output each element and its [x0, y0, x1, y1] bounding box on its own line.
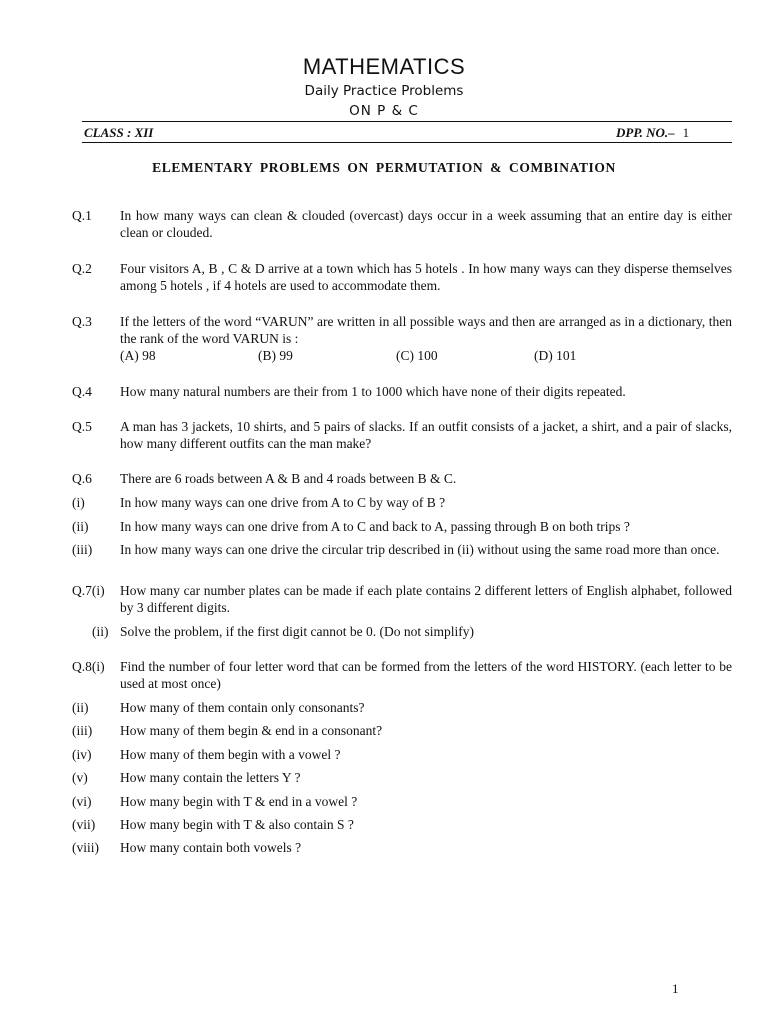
answer-options	[120, 347, 732, 364]
question-number: (v)	[72, 770, 88, 785]
question-text: If the letters of the word “VARUN” are written in all possible ways and then are arranged as in a dictionary, then the rank of the word VARUN is :	[120, 314, 732, 346]
question-6-part-ii	[72, 518, 732, 535]
question-text: How many contain the letters Y ?	[120, 770, 301, 785]
question-text: How many natural numbers are their from 1 to 1000 which have none of their digits repeated.	[120, 384, 626, 399]
question-8	[72, 658, 732, 692]
dpp-number: 1	[682, 125, 690, 140]
question-text: In how many ways can one drive the circular trip described in (ii) without using the same road more than once.	[120, 542, 720, 557]
document-topic: ON P & C	[349, 103, 419, 119]
question-number: (ii)	[72, 700, 89, 715]
option-a: (A) 98	[120, 348, 156, 363]
section-title: ELEMENTARY PROBLEMS ON PERMUTATION & COMBINATION	[152, 160, 616, 175]
question-text: How many begin with T & end in a vowel ?	[120, 794, 358, 809]
question-number: Q.6	[72, 471, 92, 486]
question-5	[72, 418, 732, 452]
question-number: (i)	[72, 495, 85, 510]
question-text: Solve the problem, if the first digit cannot be 0. (Do not simplify)	[120, 624, 474, 639]
class-label: CLASS : XII	[84, 125, 154, 140]
question-number: Q.4	[72, 384, 92, 399]
question-number: Q.7(i)	[72, 583, 105, 598]
question-4	[72, 383, 732, 400]
option-c: (C) 100	[396, 348, 438, 363]
dpp-label-text: DPP. NO.–	[616, 125, 675, 140]
question-number: Q.1	[72, 208, 92, 223]
question-8-part-v	[72, 769, 732, 786]
question-number: Q.8(i)	[72, 659, 105, 674]
question-number: (iii)	[72, 542, 93, 557]
question-text: A man has 3 jackets, 10 shirts, and 5 pairs of slacks. If an outfit consists of a jacket, a shirt, and a pair of slacks, how many different outfits can the man make?	[120, 419, 732, 451]
question-8-part-vi	[72, 793, 732, 810]
question-text: In how many ways can one drive from A to C and back to A, passing through B on both trips ?	[120, 519, 630, 534]
question-number: (ii)	[72, 519, 89, 534]
dpp-label	[616, 125, 689, 141]
question-text: Four visitors A, B , C & D arrive at a town which has 5 hotels . In how many ways can they disperse themselves among 5 hotels , if 4 hotels are used to accommodate them.	[120, 261, 732, 293]
question-text: How many begin with T & also contain S ?	[120, 817, 354, 832]
option-d: (D) 101	[534, 348, 577, 363]
question-2	[72, 260, 732, 294]
question-1	[72, 207, 732, 241]
question-8-part-iv	[72, 746, 732, 763]
question-text: How many of them begin & end in a consonant?	[120, 723, 383, 738]
question-text: How many car number plates can be made if each plate contains 2 different letters of English alphabet, followed by 3 different digits.	[120, 583, 732, 615]
question-8-part-viii	[72, 839, 732, 856]
question-6	[72, 470, 732, 487]
question-text: Find the number of four letter word that can be formed from the letters of the word HISTORY. (each letter to be used at most once)	[120, 659, 732, 691]
question-text: How many contain both vowels ?	[120, 840, 302, 855]
page-number: 1	[672, 981, 679, 996]
question-number: (iii)	[72, 723, 93, 738]
question-text: There are 6 roads between A & B and 4 roads between B & C.	[120, 471, 457, 486]
question-number: (iv)	[72, 747, 92, 762]
option-b: (B) 99	[258, 348, 293, 363]
question-number: Q.5	[72, 419, 92, 434]
question-6-part-iii	[72, 541, 732, 558]
document-title: MATHEMATICS	[302, 54, 466, 79]
question-8-part-vii	[72, 816, 732, 833]
question-8-part-iii	[72, 722, 732, 739]
question-6-part-i	[72, 494, 732, 511]
question-text: In how many ways can clean & clouded (overcast) days occur in a week assuming that an entire day is either clean or clouded.	[120, 208, 732, 240]
question-7-part-ii	[72, 623, 732, 640]
question-number: Q.3	[72, 314, 92, 329]
question-8-part-ii	[72, 699, 732, 716]
question-number: (viii)	[72, 840, 99, 855]
question-number: Q.2	[72, 261, 92, 276]
question-7	[72, 582, 732, 616]
question-3	[72, 313, 732, 364]
question-number: (ii)	[92, 624, 109, 639]
question-number: (vii)	[72, 817, 96, 832]
question-text: In how many ways can one drive from A to C by way of B ?	[120, 495, 446, 510]
header-bottom-rule	[82, 142, 732, 143]
document-subtitle: Daily Practice Problems	[304, 83, 464, 99]
header-top-rule	[82, 121, 732, 122]
question-text: How many of them begin with a vowel ?	[120, 747, 341, 762]
question-number: (vi)	[72, 794, 92, 809]
question-text: How many of them contain only consonants?	[120, 700, 365, 715]
